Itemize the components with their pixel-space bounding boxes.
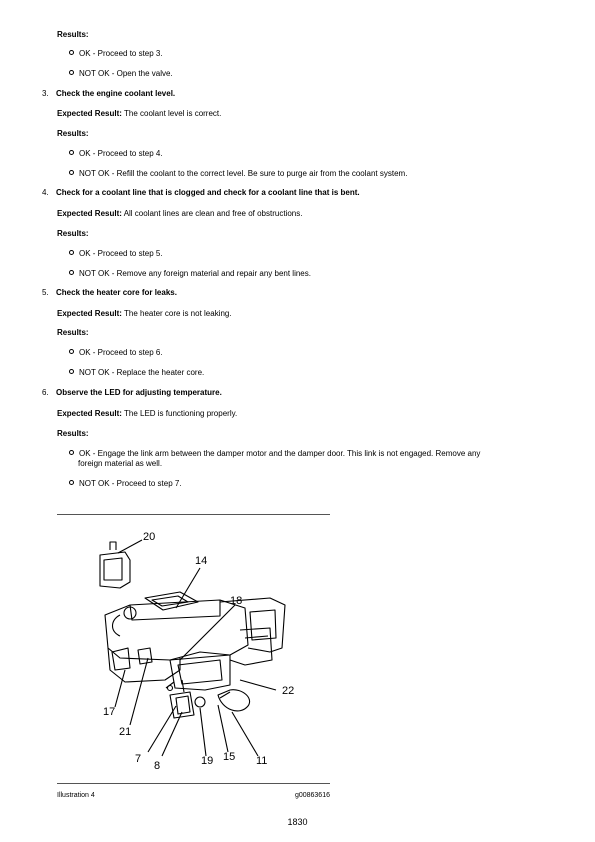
result-not-ok-text: NOT OK - Open the valve.	[79, 69, 173, 78]
callout-22: 22	[282, 685, 295, 697]
result-not-ok	[69, 479, 182, 488]
result-ok	[69, 149, 163, 158]
callout-17: 17	[103, 706, 116, 718]
callout-14: 14	[195, 555, 208, 567]
result-ok	[69, 348, 163, 357]
result-ok-text: OK - Engage the link arm between the damper motor and the damper door. This link is not engaged. Remove any	[79, 449, 481, 458]
callout-18: 18	[230, 595, 243, 607]
callout-11: 11	[256, 755, 268, 767]
bullet-icon	[69, 50, 74, 55]
result-not-ok-text: NOT OK - Remove any foreign material and repair any bent lines.	[79, 269, 311, 278]
illustration-top-rule	[57, 514, 330, 515]
results-heading: Results:	[57, 429, 89, 438]
callout-8: 8	[154, 760, 161, 770]
result-ok-text: OK - Proceed to step 3.	[79, 49, 163, 58]
expected-result	[57, 209, 302, 218]
result-not-ok	[69, 169, 407, 178]
expected-label: Expected Result:	[57, 309, 122, 318]
result-ok-text: OK - Proceed to step 6.	[79, 348, 163, 357]
callout-21: 21	[119, 726, 132, 738]
results-heading: Results:	[57, 30, 89, 39]
result-ok-text: OK - Proceed to step 4.	[79, 149, 163, 158]
step-title: Check the engine coolant level.	[56, 89, 176, 98]
result-ok-continuation: foreign material as well.	[78, 459, 163, 468]
result-ok	[69, 449, 480, 458]
result-not-ok	[69, 368, 204, 377]
results-heading: Results:	[57, 328, 89, 337]
bullet-icon	[69, 369, 74, 374]
step-number: 6.	[42, 388, 49, 397]
bullet-icon	[69, 450, 74, 455]
step-title: Check the heater core for leaks.	[56, 288, 177, 297]
result-not-ok	[69, 69, 173, 78]
callout-19: 19	[201, 755, 214, 767]
expected-text: All coolant lines are clean and free of obstructions.	[123, 209, 303, 218]
illustration-bottom-rule	[57, 783, 330, 784]
expected-result	[57, 309, 232, 318]
callout-7: 7	[135, 753, 142, 765]
step-title: Observe the LED for adjusting temperature.	[56, 388, 222, 397]
expected-label: Expected Result:	[57, 209, 122, 218]
illustration-code: g00863616	[294, 792, 330, 799]
bullet-icon	[69, 70, 74, 75]
result-ok-text: OK - Proceed to step 5.	[79, 249, 163, 258]
expected-text: The coolant level is correct.	[123, 109, 222, 118]
step-number: 5.	[42, 288, 49, 297]
result-not-ok-text: NOT OK - Refill the coolant to the correct level. Be sure to purge air from the coolant system.	[79, 169, 408, 178]
expected-text: The LED is functioning properly.	[123, 409, 238, 418]
heater-assembly-illustration	[70, 520, 310, 770]
step-title: Check for a coolant line that is clogged and check for a coolant line that is bent.	[56, 188, 360, 197]
results-heading: Results:	[57, 129, 89, 138]
results-heading: Results:	[57, 229, 89, 238]
callout-15: 15	[223, 751, 236, 763]
step-number: 4.	[42, 188, 49, 197]
bullet-icon	[69, 150, 74, 155]
illustration-caption: Illustration 4	[57, 792, 95, 799]
expected-result	[57, 109, 221, 118]
heater-assembly-drawing	[70, 520, 310, 770]
result-not-ok	[69, 269, 311, 278]
expected-label: Expected Result:	[57, 409, 122, 418]
expected-text: The heater core is not leaking.	[123, 309, 232, 318]
bullet-icon	[69, 270, 74, 275]
bullet-icon	[69, 480, 74, 485]
page-number: 1830	[287, 817, 308, 827]
result-not-ok-text: NOT OK - Proceed to step 7.	[79, 479, 182, 488]
step-number: 3.	[42, 89, 49, 98]
expected-label: Expected Result:	[57, 109, 122, 118]
callout-20: 20	[143, 531, 156, 543]
expected-result	[57, 409, 237, 418]
bullet-icon	[69, 349, 74, 354]
result-not-ok-text: NOT OK - Replace the heater core.	[79, 368, 205, 377]
bullet-icon	[69, 170, 74, 175]
result-ok	[69, 49, 163, 58]
result-ok	[69, 249, 163, 258]
bullet-icon	[69, 250, 74, 255]
